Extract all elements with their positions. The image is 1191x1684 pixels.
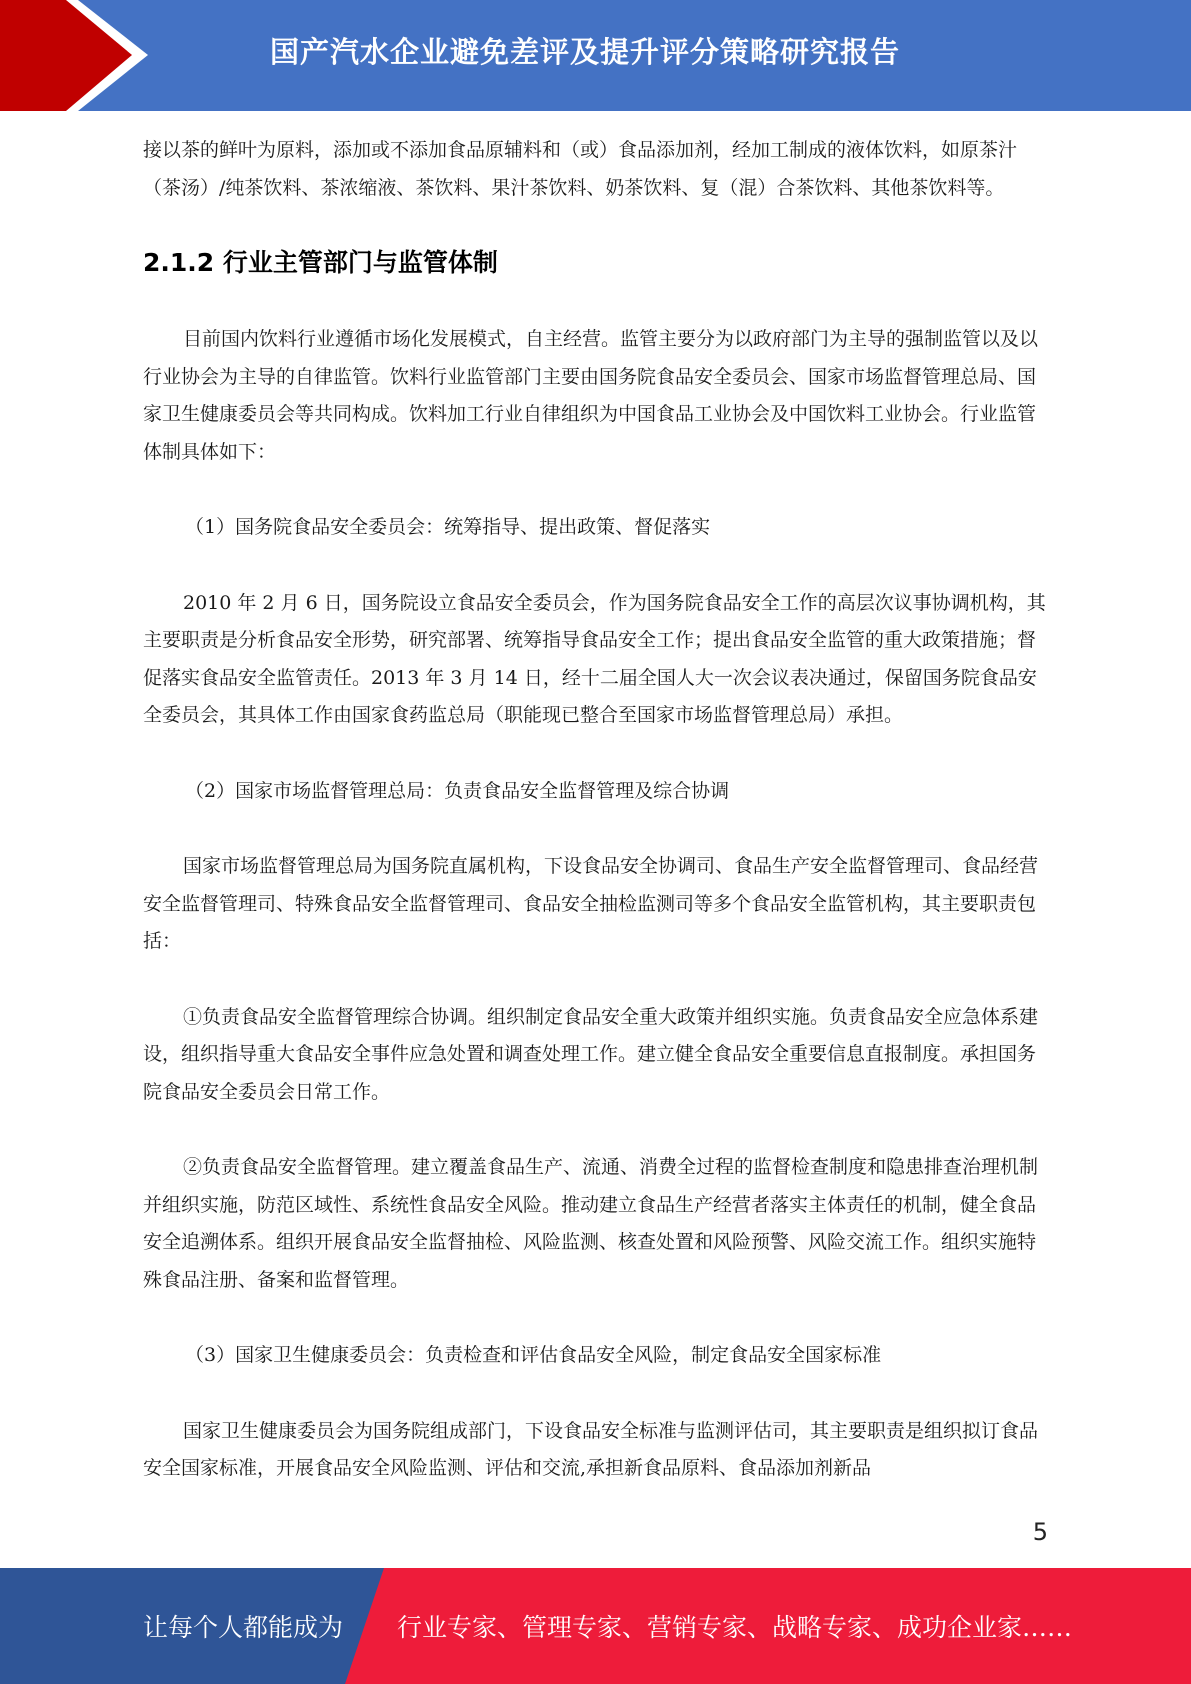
item2-duty2: ②负责食品安全监督管理。建立覆盖食品生产、流通、消费全过程的监督检查制度和隐患排查治理机制并组织实施，防范区域性、系统性食品安全风险。推动建立食品生产经营者落实主体责任的机制，健全食品安全追溯体系。组织开展食品安全监督抽检、风险监测、核查处置和风险预警、风险交流工作。组织实施特殊食品注册、备案和监督管理。 bbox=[143, 1156, 1039, 1291]
item1-title: （1）国务院食品安全委员会：统筹指导、提出政策、督促落实 bbox=[185, 516, 711, 538]
header-chevron-decoration bbox=[0, 0, 160, 111]
item2-text: 国家市场监督管理总局为国务院直属机构，下设食品安全协调司、食品生产安全监督管理司、食品经营安全监督管理司、特殊食品安全监督管理司、食品安全抽检监测司等多个食品安全监管机构，其主要职责包括： bbox=[143, 855, 1039, 952]
footer-slogan-right: 行业专家、管理专家、营销专家、战略专家、成功企业家…… bbox=[397, 1613, 1073, 1642]
document-body bbox=[143, 132, 1048, 1488]
paragraph-intro: 接以茶的鲜叶为原料，添加或不添加食品原辅料和（或）食品添加剂，经加工制成的液体饮料，如原茶汁（茶汤）/纯茶饮料、茶浓缩液、茶饮料、果汁茶饮料、奶茶饮料、复（混）合茶饮料、其他茶饮料等。 bbox=[143, 139, 1018, 199]
item1-text: 2010 年 2 月 6 日，国务院设立食品安全委员会，作为国务院食品安全工作的高层次议事协调机构，其主要职责是分析食品安全形势，研究部署、统筹指导食品安全工作；提出食品安全监管的重大政策措施；督促落实食品安全监管责任。2013 年 3 月 14 日，经十二届全国人大一次会议表决通过，保留国务院食品安全委员会，其具体工作由国家食药监总局（职能现已整合至国家市场监督管理总局）承担。 bbox=[143, 591, 1046, 726]
page-number: 5 bbox=[1032, 1518, 1048, 1546]
report-footer bbox=[0, 1568, 1191, 1684]
footer-slogan-left: 让每个人都能成为 bbox=[143, 1613, 344, 1642]
report-title: 国产汽水企业避免差评及提升评分策略研究报告 bbox=[270, 35, 901, 69]
item2-title: （2）国家市场监督管理总局：负责食品安全监督管理及综合协调 bbox=[185, 779, 730, 802]
section-heading: 2.1.2 行业主管部门与监管体制 bbox=[143, 248, 498, 277]
report-header bbox=[0, 0, 1191, 111]
item3-title: （3）国家卫生健康委员会：负责检查和评估食品安全风险，制定食品安全国家标准 bbox=[185, 1344, 882, 1366]
paragraph-overview: 目前国内饮料行业遵循市场化发展模式，自主经营。监管主要分为以政府部门为主导的强制监管以及以行业协会为主导的自律监管。饮料行业监管部门主要由国务院食品安全委员会、国家市场监督管理总局、国家卫生健康委员会等共同构成。饮料加工行业自律组织为中国食品工业协会及中国饮料工业协会。行业监管体制具体如下： bbox=[143, 328, 1039, 463]
item3-text: 国家卫生健康委员会为国务院组成部门，下设食品安全标准与监测评估司，其主要职责是组织拟订食品安全国家标准，开展食品安全风险监测、评估和交流,承担新食品原料、食品添加剂新品 bbox=[143, 1419, 1039, 1479]
item2-duty1: ①负责食品安全监督管理综合协调。组织制定食品安全重大政策并组织实施。负责食品安全应急体系建设，组织指导重大食品安全事件应急处置和调查处理工作。建立健全食品安全重要信息直报制度。承担国务院食品安全委员会日常工作。 bbox=[143, 1005, 1039, 1103]
